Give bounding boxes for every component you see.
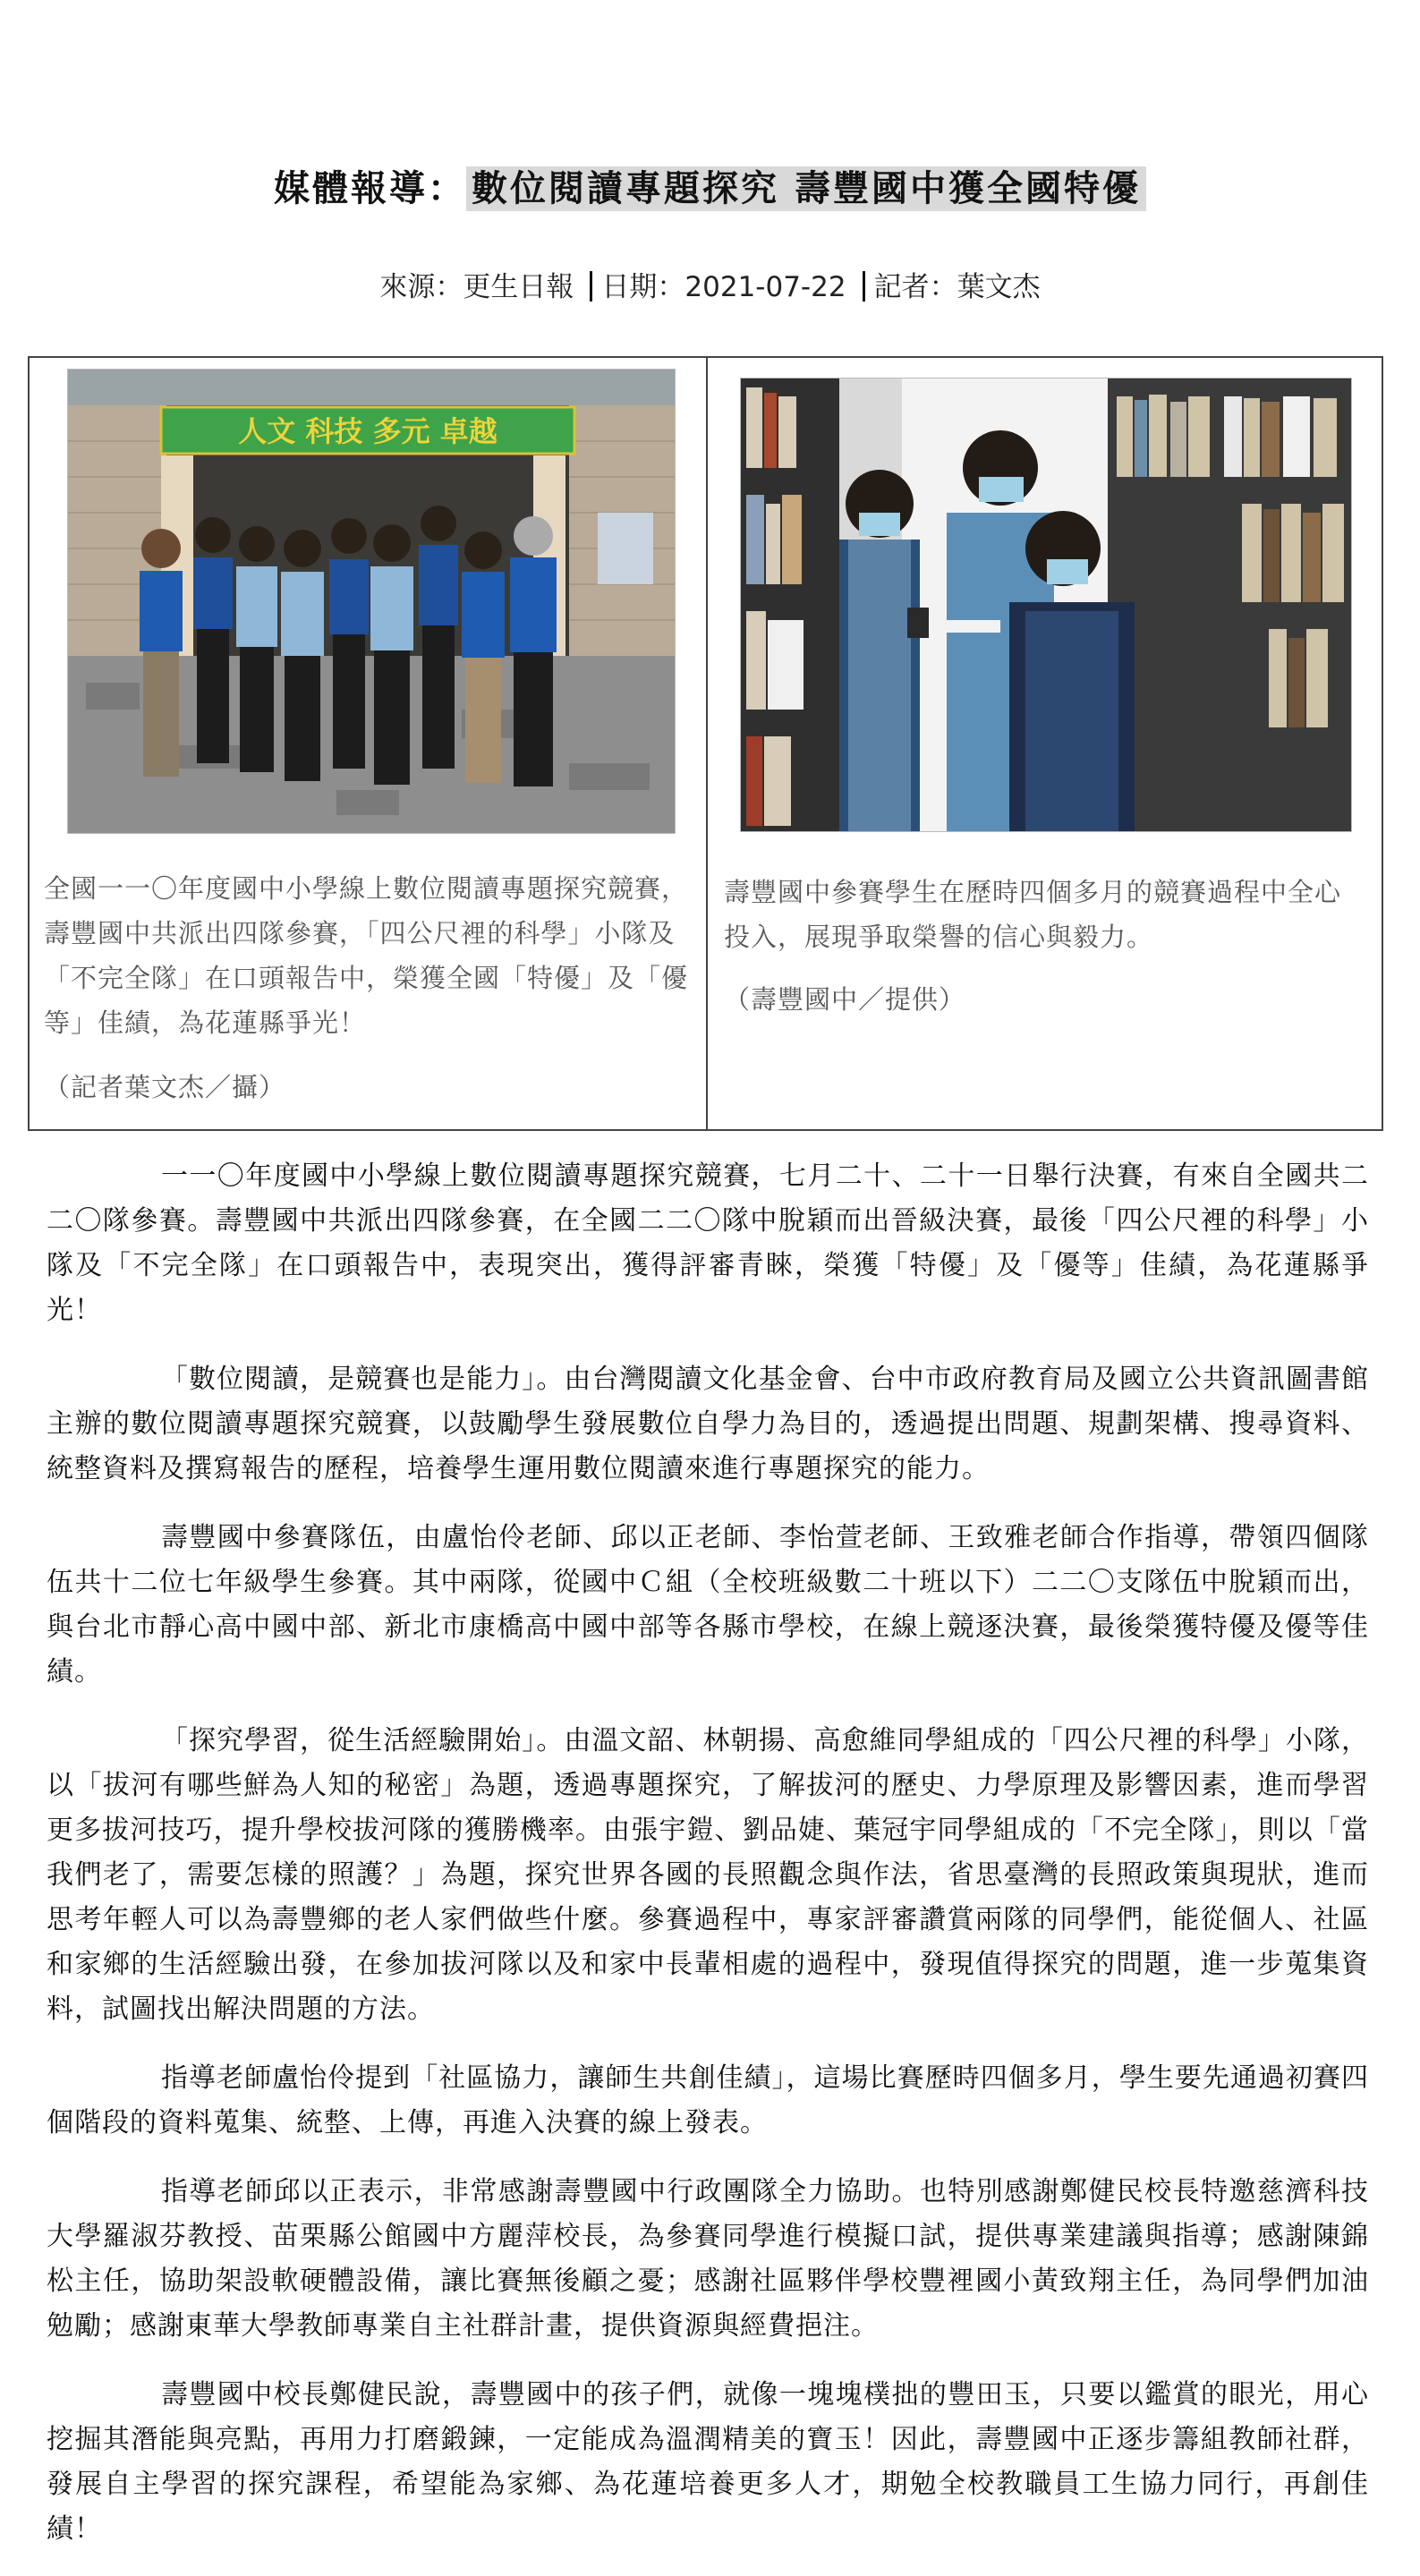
right-photo-credit: （壽豐國中／提供） bbox=[724, 984, 966, 1015]
meta-source: 來源：更生日報 bbox=[379, 271, 574, 303]
title-prefix: 媒體報導： bbox=[274, 167, 467, 209]
left-photo-credit: （記者葉文杰／攝） bbox=[44, 1072, 286, 1102]
photo-table bbox=[28, 356, 1383, 1131]
article-paragraph: 壽豐國中參賽隊伍，由盧怡伶老師、邱以正老師、李怡萱老師、王致雅老師合作指導，帶領四個隊伍共十二位七年級學生參賽。其中兩隊，從國中Ｃ組（全校班級數二十班以下）二二〇支隊伍中脫穎而出，與台北市靜心高中國中部、新北市康橋高中國中部等各縣市學校，在線上競逐決賽，最後榮獲特優及優等佳績。 bbox=[47, 1522, 1369, 1688]
meta-reporter: 記者：葉文杰 bbox=[873, 271, 1041, 303]
article-title bbox=[0, 160, 1420, 211]
group-photo-image bbox=[68, 370, 675, 833]
article-paragraph: 指導老師盧怡伶提到「社區協力，讓師生共創佳績」，這場比賽歷時四個多月，學生要先通過初賽四個階段的資料蒐集、統整、上傳，再進入決賽的線上發表。 bbox=[47, 2062, 1369, 2138]
group-photo bbox=[67, 369, 676, 834]
article-meta bbox=[0, 264, 1420, 304]
right-photo-caption: 壽豐國中參賽學生在歷時四個多月的競賽過程中全心投入，展現爭取榮譽的信心與毅力。 bbox=[724, 877, 1342, 952]
meta-date: 日期：2021-07-22 bbox=[601, 271, 846, 303]
article-body bbox=[47, 1154, 1369, 2576]
library-photo bbox=[740, 378, 1352, 832]
school-banner: 人文 科技 多元 卓越 bbox=[238, 414, 497, 448]
article-paragraph: 壽豐國中校長鄭健民說，壽豐國中的孩子們，就像一塊塊樸拙的豐田玉，只要以鑑賞的眼光，用心挖掘其潛能與亮點，再用力打磨鍛鍊，一定能成為溫潤精美的寶玉！因此，壽豐國中正逐步籌組教師社群，發展自主學習的探究課程，希望能為家鄉、為花蓮培養更多人才，期勉全校教職員工生協力同行，再創佳績！ bbox=[47, 2379, 1369, 2545]
table-divider bbox=[706, 358, 708, 1129]
article-paragraph: 「探究學習，從生活經驗開始」。由溫文韶、林朝揚、高愈維同學組成的「四公尺裡的科學」小隊，以「拔河有哪些鮮為人知的秘密」為題，透過專題探究，了解拔河的歷史、力學原理及影響因素，進而學習更多拔河技巧，提升學校拔河隊的獲勝機率。由張宇鎧、劉品婕、葉冠宇同學組成的「不完全隊」，則以「當我們老了，需要怎樣的照護？」為題，探究世界各國的長照觀念與作法，省思臺灣的長照政策與現狀，進而思考年輕人可以為壽豐鄉的老人家們做些什麼。參賽過程中，專家評審讚賞兩隊的同學們，能從個人、社區和家鄉的生活經驗出發，在參加拔河隊以及和家中長輩相處的過程中，發現值得探究的問題，進一步蒐集資料，試圖找出解決問題的方法。 bbox=[47, 1725, 1369, 2025]
article-paragraph: 一一〇年度國中小學線上數位閱讀專題探究競賽，七月二十、二十一日舉行決賽，有來自全國共二二〇隊參賽。壽豐國中共派出四隊參賽，在全國二二〇隊中脫穎而出晉級決賽，最後「四公尺裡的科學」小隊及「不完全隊」在口頭報告中，表現突出，獲得評審青睞，榮獲「特優」及「優等」佳績，為花蓮縣爭光！ bbox=[47, 1160, 1369, 1326]
library-photo-image bbox=[741, 378, 1351, 831]
meta-separator bbox=[863, 271, 865, 302]
left-photo-caption: 全國一一〇年度國中小學線上數位閱讀專題探究競賽，壽豐國中共派出四隊參賽，「四公尺裡的科學」小隊及「不完全隊」在口頭報告中，榮獲全國「特優」及「優等」佳績，為花蓮縣爭光！ bbox=[44, 873, 689, 1038]
article-paragraph: 指導老師邱以正表示，非常感謝壽豐國中行政團隊全力協助。也特別感謝鄭健民校長特邀慈濟科技大學羅淑芬教授、苗栗縣公館國中方麗萍校長，為參賽同學進行模擬口試，提供專業建議與指導；感謝陳錦松主任，協助架設軟硬體設備，讓比賽無後顧之憂；感謝社區夥伴學校豐裡國小黃致翔主任，為同學們加油勉勵；感謝東華大學教師專業自主社群計畫，提供資源與經費挹注。 bbox=[47, 2176, 1369, 2342]
title-highlight: 數位閱讀專題探究 壽豐國中獲全國特優 bbox=[466, 166, 1146, 211]
article-paragraph: 「數位閱讀，是競賽也是能力」。由台灣閱讀文化基金會、台中市政府教育局及國立公共資訊圖書館主辦的數位閱讀專題探究競賽，以鼓勵學生發展數位自學力為目的，透過提出問題、規劃架構、搜尋資料、統整資料及撰寫報告的歷程，培養學生運用數位閱讀來進行專題探究的能力。 bbox=[47, 1364, 1369, 1484]
meta-separator bbox=[590, 271, 592, 302]
